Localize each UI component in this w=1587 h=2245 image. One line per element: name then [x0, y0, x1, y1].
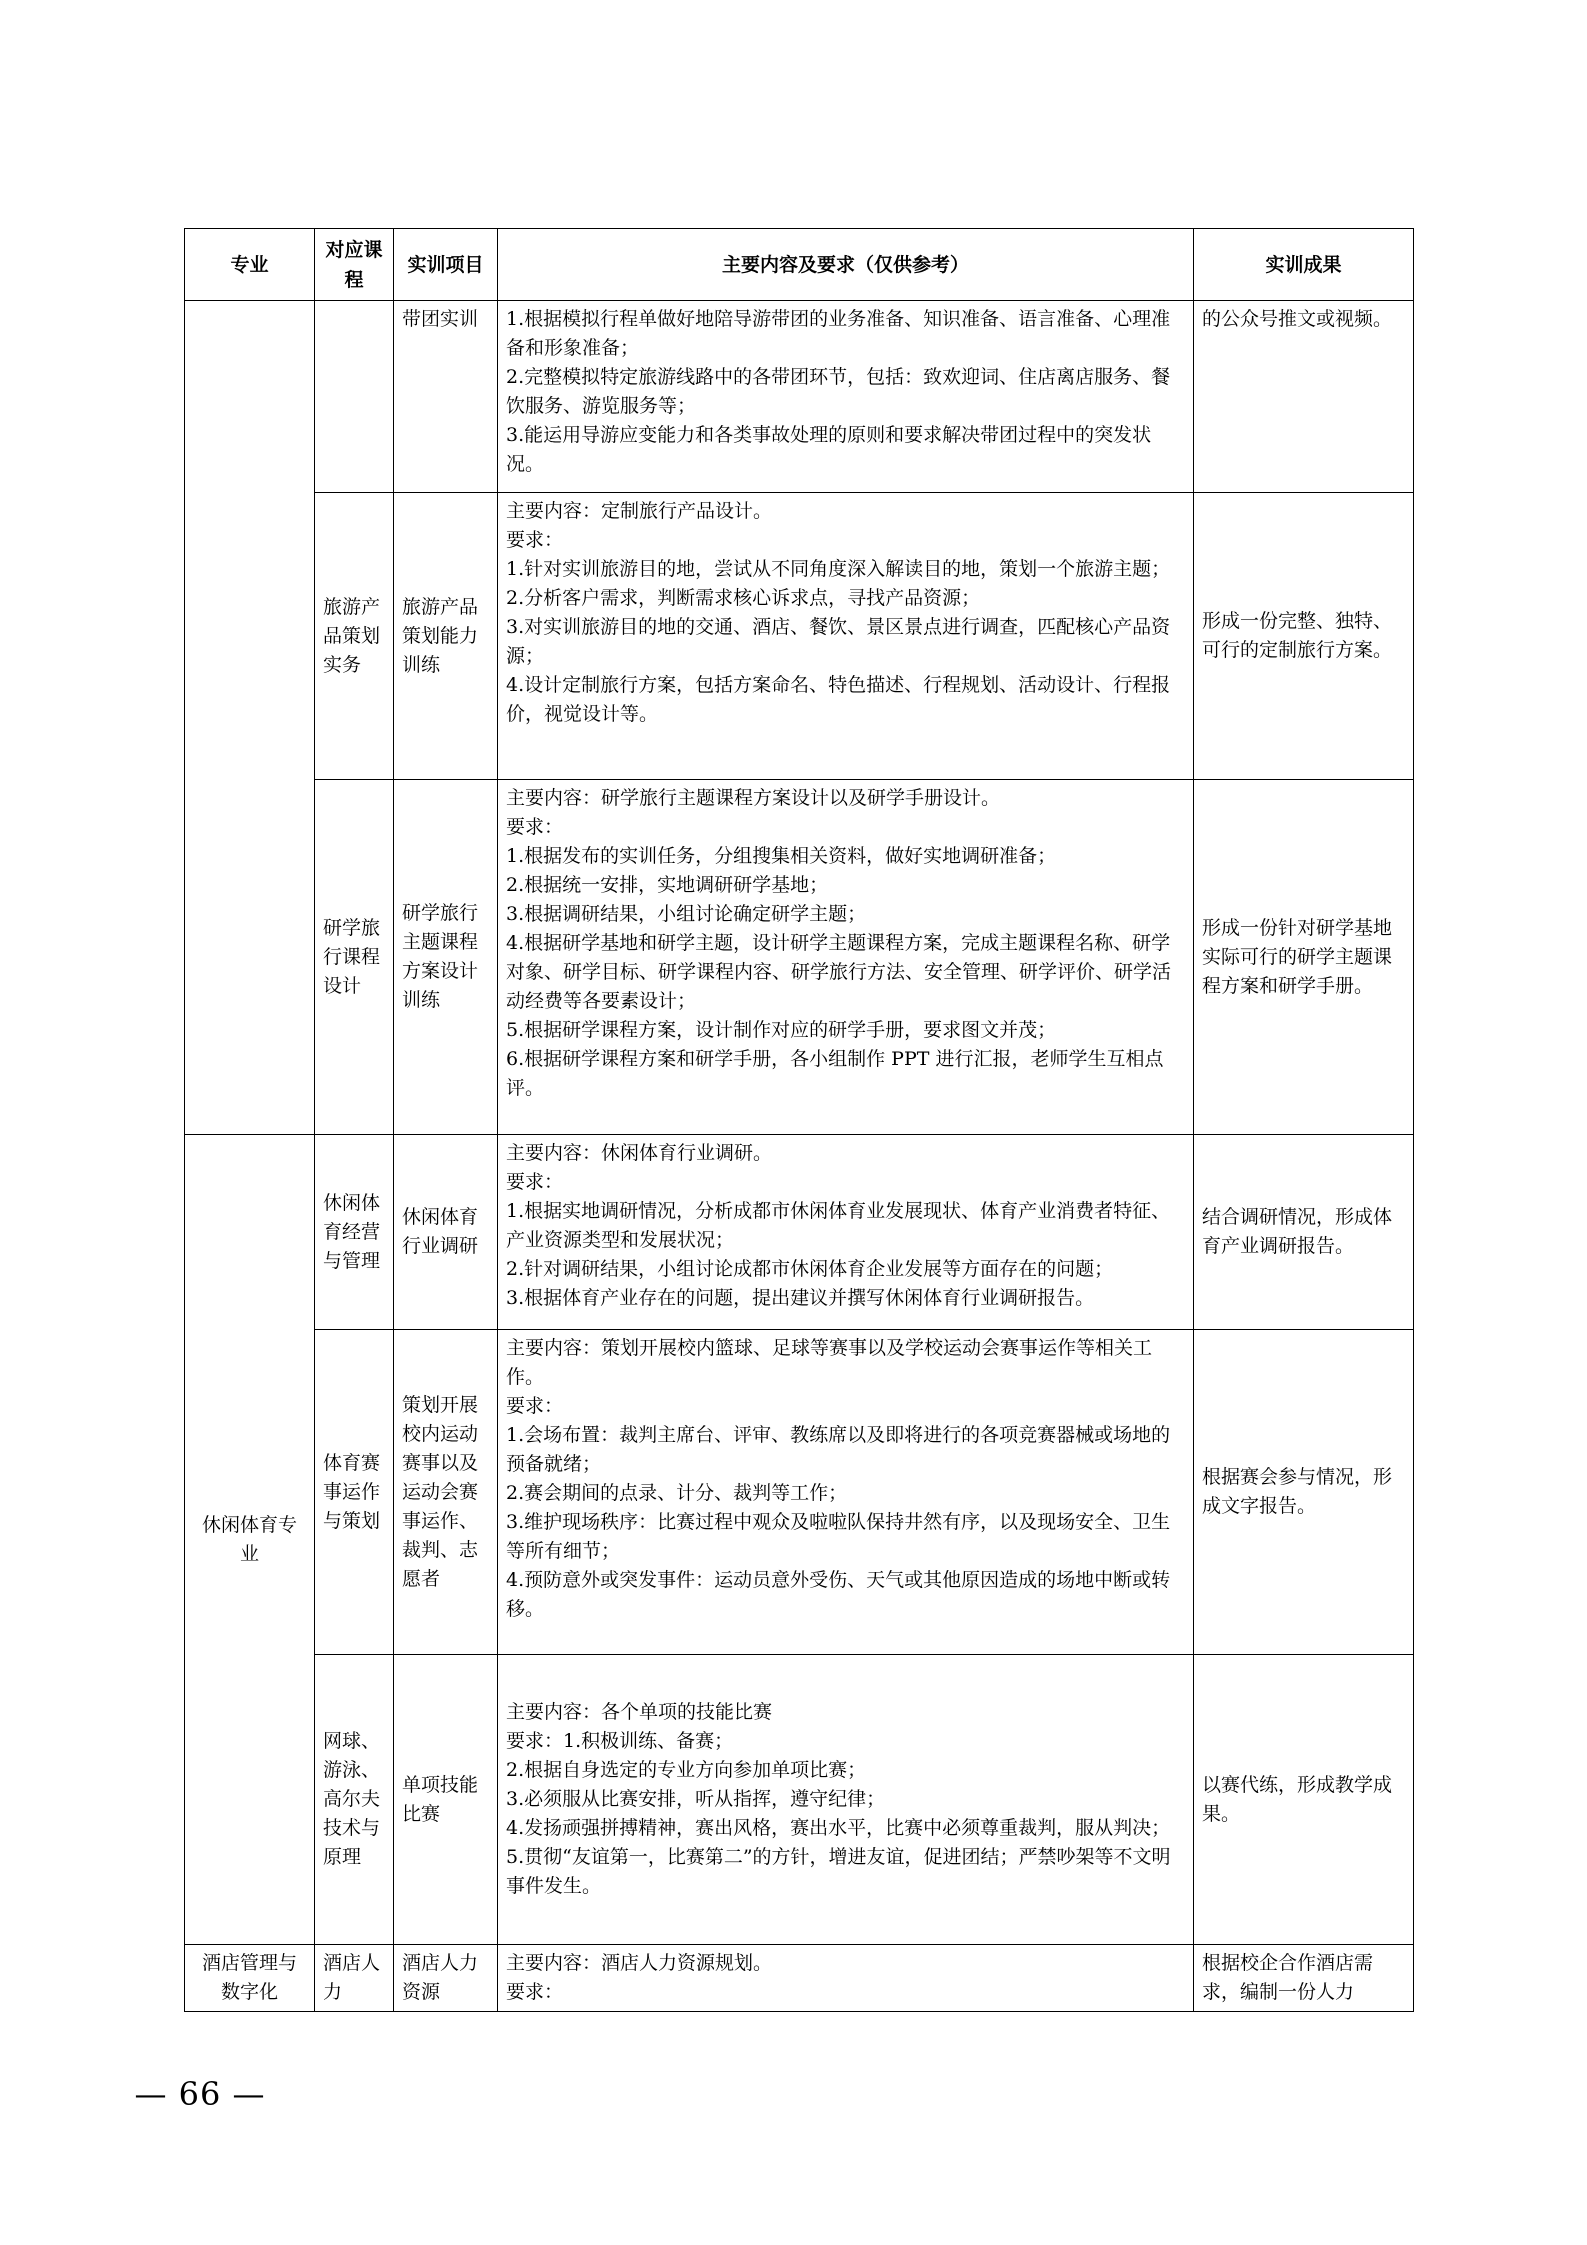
- header-outcome: 实训成果: [1194, 229, 1414, 301]
- content-line: 3.能运用导游应变能力和各类事故处理的原则和要求解决带团过程中的突发状况。: [506, 424, 1152, 475]
- course-cell: 休闲体育经营与管理: [315, 1135, 394, 1330]
- content-line: 要求：: [506, 816, 564, 838]
- project-cell: 酒店人力资源: [394, 1945, 498, 2012]
- table-row: [185, 780, 1414, 1135]
- content-line: 1.针对实训旅游目的地，尝试从不同角度深入解读目的地，策划一个旅游主题；: [506, 558, 1171, 580]
- content-line: 2.针对调研结果，小组讨论成都市休闲体育企业发展等方面存在的问题；: [506, 1258, 1114, 1280]
- table-row: [185, 493, 1414, 780]
- content-line: 4.根据研学基地和研学主题，设计研学主题课程方案，完成主题课程名称、研学对象、研学目标、研学课程内容、研学旅行方法、安全管理、研学评价、研学活动经费等各要素设计；: [506, 932, 1172, 1012]
- outcome-cell: 形成一份完整、独特、可行的定制旅行方案。: [1194, 493, 1414, 780]
- major-cell: 休闲体育专业: [185, 1135, 315, 1945]
- content-line: 4.预防意外或突发事件：运动员意外受伤、天气或其他原因造成的场地中断或转移。: [506, 1569, 1171, 1620]
- header-major: 专业: [185, 229, 315, 301]
- content-line: 1.会场布置：裁判主席台、评审、教练席以及即将进行的各项竞赛器械或场地的预备就绪；: [506, 1424, 1171, 1475]
- content-line: 2.根据自身选定的专业方向参加单项比赛；: [506, 1759, 867, 1781]
- major-cell: 酒店管理与数字化: [185, 1945, 315, 2012]
- project-cell: 旅游产品策划能力训练: [394, 493, 498, 780]
- content-line: 3.必须服从比赛安排，听从指挥，遵守纪律；: [506, 1788, 886, 1810]
- outcome-cell: 根据赛会参与情况，形成文字报告。: [1194, 1330, 1414, 1655]
- training-table: [184, 228, 1414, 2012]
- project-cell: 带团实训: [394, 301, 498, 493]
- course-cell: 旅游产品策划实务: [315, 493, 394, 780]
- content-line: 3.维护现场秩序：比赛过程中观众及啦啦队保持井然有序，以及现场安全、卫生等所有细节；: [506, 1511, 1171, 1562]
- course-cell: 研学旅行课程设计: [315, 780, 394, 1135]
- content-line: 1.根据实地调研情况，分析成都市休闲体育业发展现状、体育产业消费者特征、产业资源类型和发展状况；: [506, 1200, 1171, 1251]
- course-cell: 酒店人力: [315, 1945, 394, 2012]
- content-line: 主要内容：策划开展校内篮球、足球等赛事以及学校运动会赛事运作等相关工作。: [506, 1337, 1153, 1388]
- content-line: 主要内容：各个单项的技能比赛: [506, 1701, 773, 1723]
- project-cell: 休闲体育行业调研: [394, 1135, 498, 1330]
- table-row: [185, 1945, 1414, 2012]
- content-line: 主要内容：酒店人力资源规划。: [506, 1952, 773, 1974]
- content-line: 3.根据体育产业存在的问题，提出建议并撰写休闲体育行业调研报告。: [506, 1287, 1095, 1309]
- content-line: 6.根据研学课程方案和研学手册，各小组制作 PPT 进行汇报，老师学生互相点评。: [506, 1048, 1164, 1099]
- content-line: 5.根据研学课程方案，设计制作对应的研学手册，要求图文并茂；: [506, 1019, 1057, 1041]
- content-line: 2.根据统一安排，实地调研研学基地；: [506, 874, 829, 896]
- content-line: 要求：: [506, 1395, 564, 1417]
- content-cell: [498, 1330, 1194, 1655]
- content-line: 2.赛会期间的点录、计分、裁判等工作；: [506, 1482, 848, 1504]
- outcome-cell: 的公众号推文或视频。: [1194, 301, 1414, 493]
- project-cell: 策划开展校内运动赛事以及运动会赛事运作、裁判、志愿者: [394, 1330, 498, 1655]
- course-cell: [315, 301, 394, 493]
- outcome-cell: 以赛代练，形成教学成果。: [1194, 1655, 1414, 1945]
- major-cell-continued: [185, 301, 315, 1135]
- outcome-cell: 根据校企合作酒店需求，编制一份人力: [1194, 1945, 1414, 2012]
- content-line: 主要内容：研学旅行主题课程方案设计以及研学手册设计。: [506, 787, 1001, 809]
- content-line: 1.根据发布的实训任务，分组搜集相关资料，做好实地调研准备；: [506, 845, 1057, 867]
- content-line: 要求：: [506, 1981, 564, 2003]
- table-header-row: [185, 229, 1414, 301]
- content-cell: [498, 493, 1194, 780]
- outcome-cell: 结合调研情况，形成体育产业调研报告。: [1194, 1135, 1414, 1330]
- content-cell: [498, 301, 1194, 493]
- content-line: 要求：: [506, 529, 564, 551]
- header-course: 对应课程: [315, 229, 394, 301]
- project-cell: 研学旅行主题课程方案设计训练: [394, 780, 498, 1135]
- content-line: 要求：1.积极训练、备赛；: [506, 1730, 734, 1752]
- content-line: 主要内容：定制旅行产品设计。: [506, 500, 773, 522]
- table-row: [185, 1655, 1414, 1945]
- content-cell: [498, 1135, 1194, 1330]
- table-row: [185, 1330, 1414, 1655]
- content-cell: [498, 1655, 1194, 1945]
- content-line: 2.分析客户需求，判断需求核心诉求点，寻找产品资源；: [506, 587, 981, 609]
- content-cell: [498, 1945, 1194, 2012]
- content-line: 3.对实训旅游目的地的交通、酒店、餐饮、景区景点进行调查，匹配核心产品资源；: [506, 616, 1171, 667]
- content-line: 4.发扬顽强拼搏精神，赛出风格，赛出水平，比赛中必须尊重裁判，服从判决；: [506, 1817, 1171, 1839]
- content-line: 4.设计定制旅行方案，包括方案命名、特色描述、行程规划、活动设计、行程报价，视觉设计等。: [506, 674, 1171, 725]
- table-row: [185, 1135, 1414, 1330]
- content-line: 要求：: [506, 1171, 564, 1193]
- project-cell: 单项技能比赛: [394, 1655, 498, 1945]
- content-cell: [498, 780, 1194, 1135]
- content-line: 1.根据模拟行程单做好地陪导游带团的业务准备、知识准备、语言准备、心理准备和形象准备；: [506, 308, 1171, 359]
- table-row: [185, 301, 1414, 493]
- course-cell: 网球、游泳、高尔夫技术与原理: [315, 1655, 394, 1945]
- course-cell: 体育赛事运作与策划: [315, 1330, 394, 1655]
- outcome-cell: 形成一份针对研学基地实际可行的研学主题课程方案和研学手册。: [1194, 780, 1414, 1135]
- header-project: 实训项目: [394, 229, 498, 301]
- content-line: 5.贯彻“友谊第一，比赛第二”的方针，增进友谊，促进团结；严禁吵架等不文明事件发生。: [506, 1846, 1171, 1897]
- content-line: 主要内容：休闲体育行业调研。: [506, 1142, 773, 1164]
- page-number: — 66 —: [134, 2075, 266, 2113]
- content-line: 2.完整模拟特定旅游线路中的各带团环节，包括：致欢迎词、住店离店服务、餐饮服务、游览服务等；: [506, 366, 1171, 417]
- header-content: 主要内容及要求（仅供参考）: [498, 229, 1194, 301]
- content-line: 3.根据调研结果，小组讨论确定研学主题；: [506, 903, 867, 925]
